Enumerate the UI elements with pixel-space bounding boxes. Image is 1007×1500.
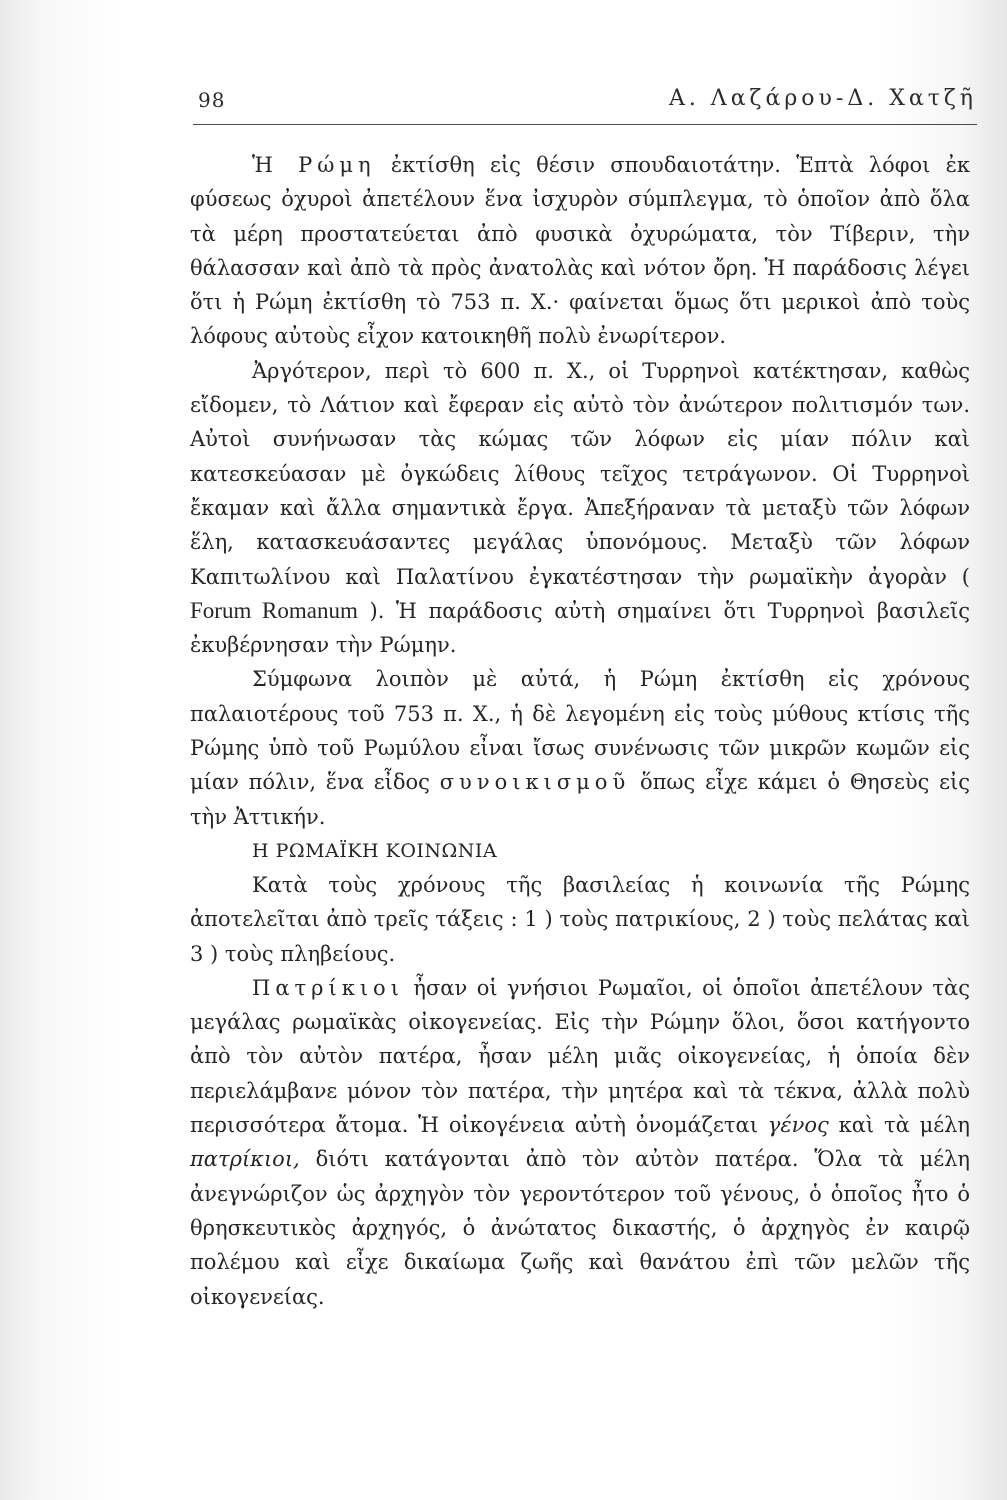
italic-term-genos: γένος [767, 1113, 829, 1138]
paragraph-text: ἐκτίσθη εἰς θέσιν σπουδαιοτάτην. Ἑπτὰ λόφοι ἐκ φύσεως ὀχυροὶ ἀπετέλουν ἕνα ἰσχυρὸν σύμπλεγμα, τὸ ὁποῖον ἀπὸ ὅλα τὰ μέρη προστατεύεται ἀπὸ φυσικὰ ὀχυρώματα, τὸν Τίβεριν, τὴν θάλασσαν καὶ ἀπὸ τὰ πρὸς ἀνατολὰς καὶ νότον ὄρη. Ἡ παράδοσις λέγει ὅτι ἡ Ρώμη ἐκτίσθη τὸ 753 π. Χ.· φαίνεται ὅμως ὅτι μερικοὶ ἀπὸ τοὺς λόφους αὐτοὺς εἶχον κατοικηθῆ πολὺ ἐνωρίτερον. [190, 153, 970, 349]
paragraph-text: διότι κατάγονται ἀπὸ τὸν αὐτὸν πατέρα. Ὅλα τὰ μέλη ἀνεγνώριζον ὡς ἀρχηγὸν τὸν γεροντότερον τοῦ γένους, ὁ ὁποῖος ἦτο ὁ θρησκευτικὸς ἀρχηγός, ὁ ἀνώτατος δικαστής, ὁ ἀρχηγὸς ἐν καιρῷ πολέμου καὶ εἶχε δικαίωμα ζωῆς καὶ θανάτου ἐπὶ τῶν μελῶν τῆς οἰκογενείας. [190, 1147, 970, 1309]
latin-term-forum-romanum: Forum Romanum [190, 597, 358, 623]
paragraph-text: Σύμφωνα λοιπὸν μὲ αὐτά, ἡ Ρώμη ἐκτίσθη εἰς χρόνους παλαιοτέρους τοῦ 753 π. Χ., ἡ δὲ λεγομένη εἰς τοὺς μύθους κτίσις τῆς Ρώμης ὑπὸ τοῦ Ρωμύλου εἶναι ἴσως συνένωσις τῶν μικρῶν κωμῶν εἰς μίαν πόλιν, ἕνα εἶδος [190, 667, 970, 795]
running-head: Α. Λαζάρου-Δ. Χατζῆ [668, 86, 977, 111]
paragraph-text: ἦσαν οἱ γνήσιοι Ρωμαῖοι, οἱ ὁποῖοι ἀπετέλουν τὰς μεγάλας ρωμαϊκὰς οἰκογενείας. Εἰς τὴν Ρώμην ὅλοι, ὅσοι κατήγοντο ἀπὸ τὸν αὐτὸν πατέρα, ἦσαν μέλη μιᾶς οἰκογενείας, ἡ ὁποία δὲν περιελάμβανε μόνον τὸν πατέρα, τὴν μητέρα καὶ τὰ τέκνα, ἀλλὰ πολὺ περισσότερα ἄτομα. Ἡ οἰκογένεια αὐτὴ ὀνομάζεται [190, 975, 970, 1138]
paragraph-text: ). Ἡ παράδοσις αὐτὴ σημαίνει ὅτι Τυρρηνοὶ βασιλεῖς ἐκυβέρνησαν τὴν Ρώμην. [190, 598, 970, 658]
paragraph-text: ὅπως εἶχε κάμει ὁ Θησεὺς εἰς τὴν Ἀττικήν. [190, 770, 970, 829]
italic-term-patrikioi: πατρίκιοι, [190, 1147, 300, 1172]
spaced-term-synoikismos: συνοικισμοῦ [439, 770, 631, 795]
paragraph-social-classes [190, 868, 970, 971]
spaced-term-rome: Ἡ Ρώμη [252, 153, 376, 177]
page-number: 98 [198, 88, 226, 112]
paragraph-text: καὶ τὰ μέλη [828, 1113, 970, 1138]
section-heading: Η ΡΩΜΑΪΚΗ ΚΟΙΝΩΝΙΑ [252, 839, 498, 862]
paragraph-patricians [190, 971, 970, 1314]
body-text [190, 148, 970, 1314]
header-rule [193, 124, 977, 125]
paragraph-etruscans [190, 354, 970, 663]
spaced-term-patricians: Πατρίκιοι [252, 975, 404, 1000]
paragraph-text: Κατὰ τοὺς χρόνους τῆς βασιλείας ἡ κοινωνία τῆς Ρώμης ἀποτελεῖται ἀπὸ τρεῖς τάξεις : 1 ) τοὺς πατρικίους, 2 ) τοὺς πελάτας καὶ 3 ) τοὺς πληβείους. [190, 872, 970, 966]
paragraph-synoikismos [190, 662, 970, 833]
paragraph-rome-founding [190, 148, 970, 354]
paragraph-text: Ἀργότερον, περὶ τὸ 600 π. Χ., οἱ Τυρρηνοὶ κατέκτησαν, καθὼς εἴδομεν, τὸ Λάτιον καὶ ἔφεραν εἰς αὐτὸ τὸν ἀνώτερον πολιτισμόν των. Αὐτοὶ συνήνωσαν τὰς κώμας τῶν λόφων εἰς μίαν πόλιν καὶ κατεσκεύασαν μὲ ὀγκώδεις λίθους τεῖχος τετράγωνον. Οἱ Τυρρηνοὶ ἔκαμαν καὶ ἄλλα σημαντικὰ ἔργα. Ἀπεξήραναν τὰ μεταξὺ τῶν λόφων ἕλη, κατασκευάσαντες μεγάλας ὑπονόμους. Μεταξὺ τῶν λόφων Καπιτωλίνου καὶ Παλατίνου ἐγκατέστησαν τὴν ρωμαϊκὴν ἀγορὰν ( [190, 358, 970, 589]
page-header [193, 86, 977, 122]
